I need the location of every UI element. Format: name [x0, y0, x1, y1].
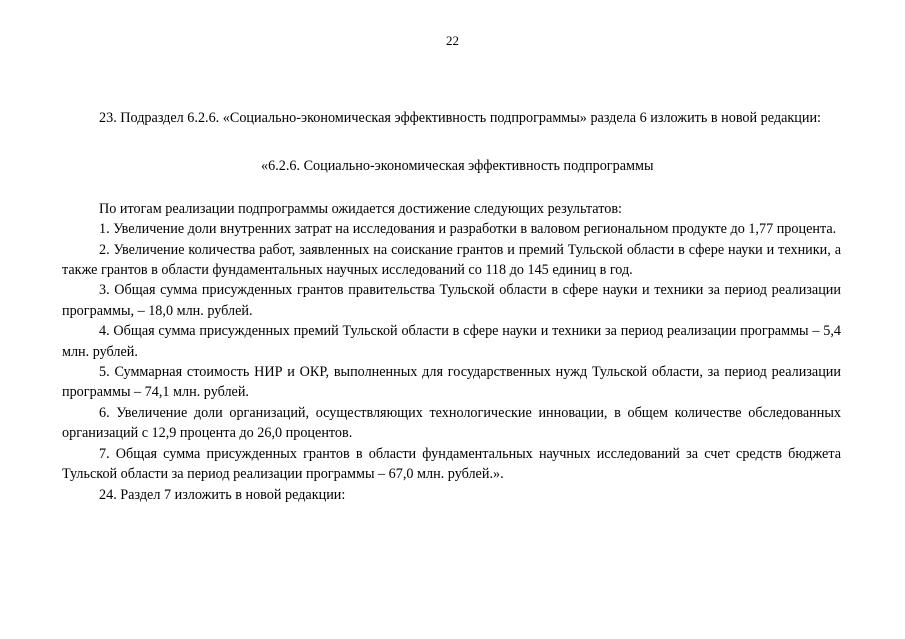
subsection-heading: «6.2.6. Социально-экономическая эффективность подпрограммы	[261, 158, 654, 175]
result-item-4: 4. Общая сумма присужденных премий Тульской области в сфере науки и техники за период реализации программы – 5,4 млн. рублей.	[62, 323, 841, 360]
result-item-5: 5. Суммарная стоимость НИР и ОКР, выполненных для государственных нужд Тульской области, за период реализации программы – 74,1 млн. рублей.	[62, 364, 841, 401]
result-item-1: 1. Увеличение доли внутренних затрат на исследования и разработки в валовом региональном продукте до 1,77 процента.	[99, 221, 837, 238]
paragraph-23: 23. Подраздел 6.2.6. «Социально-экономическая эффективность подпрограммы» раздела 6 изложить в новой редакции:	[99, 110, 821, 126]
result-item-3: 3. Общая сумма присужденных грантов правительства Тульской области в сфере науки и техники за период реализации программы, – 18,0 млн. рублей.	[62, 282, 841, 319]
paragraph-24: 24. Раздел 7 изложить в новой редакции:	[99, 486, 346, 503]
result-item-7: 7. Общая сумма присужденных грантов в области фундаментальных научных исследований за счет средств бюджета Тульской области за период реализации программы – 67,0 млн. рублей.».	[62, 445, 841, 483]
result-item-6: 6. Увеличение доли организаций, осуществляющих технологические инновации, в общем количестве обследованных организаций с 12,9 процента до 26,0 процентов.	[62, 404, 841, 442]
document-body	[62, 108, 841, 505]
page-number: 22	[446, 33, 459, 48]
result-item-2: 2. Увеличение количества работ, заявленных на соискание грантов и премий Тульской области в сфере науки и техники, а также грантов в области фундаментальных научных исследований со 118 до 145 единиц в год.	[62, 241, 841, 279]
results-intro: По итогам реализации подпрограммы ожидается достижение следующих результатов:	[99, 200, 622, 217]
